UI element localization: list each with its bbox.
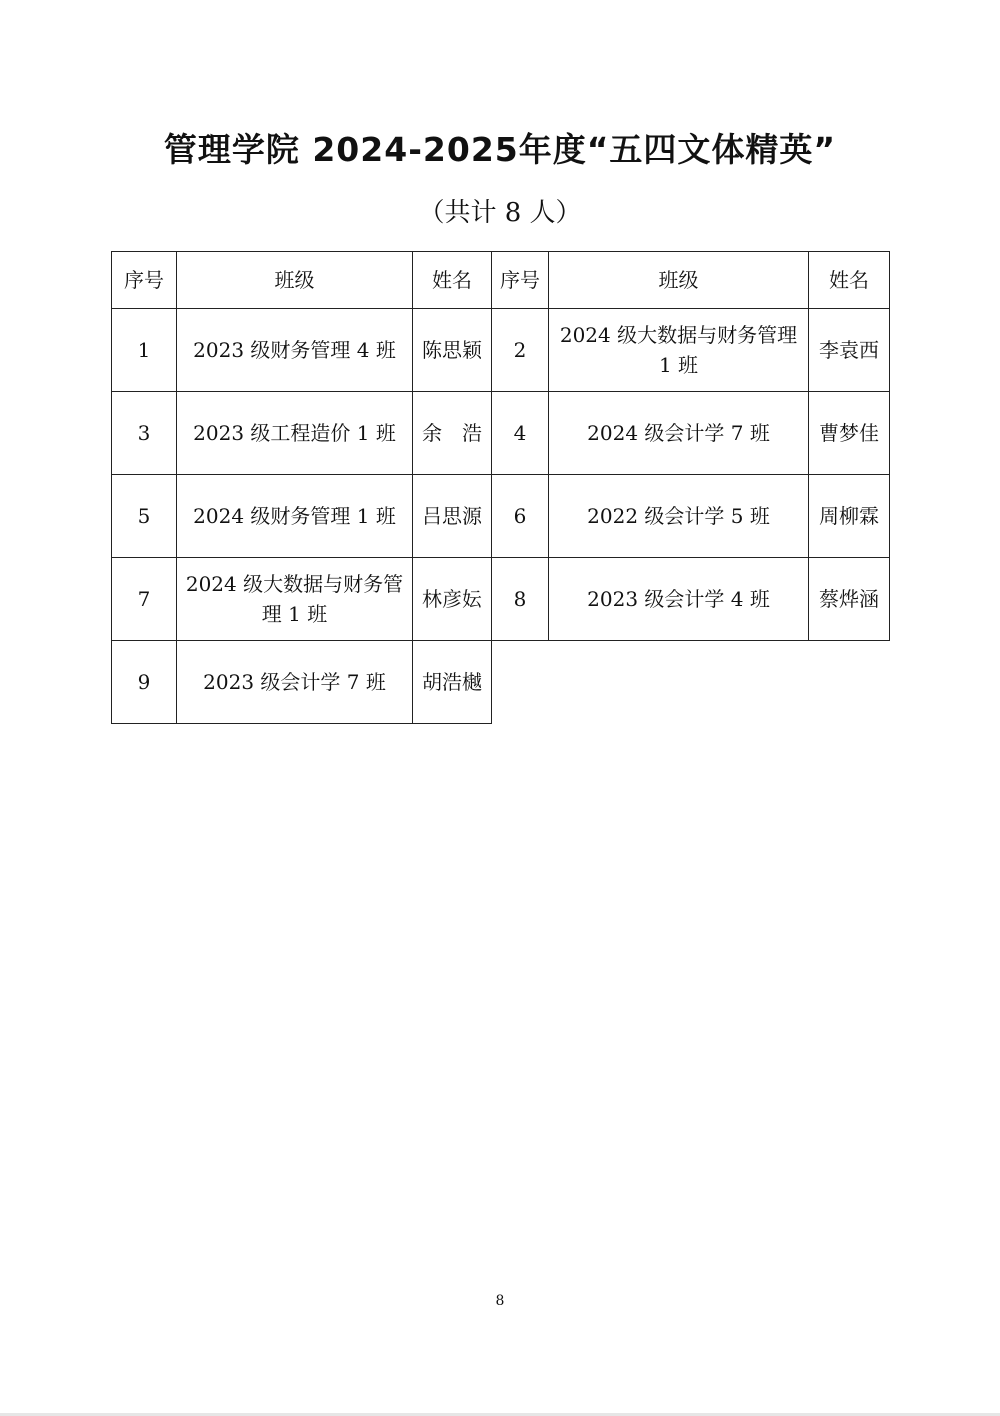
honor-table [111,251,890,724]
table-row [112,475,890,558]
page-number: 8 [495,1293,505,1309]
table-row [112,392,890,475]
header-class-right: 班级 [549,252,809,309]
table-row [112,309,890,392]
page-title: 管理学院 2024-2025年度“五四文体精英” [163,130,837,169]
name-cell: 曹梦佳 [809,392,890,475]
class-cell: 2024 级财务管理 1 班 [177,475,413,558]
seq-cell: 9 [112,641,177,724]
class-cell: 2024 级大数据与财务管理 1 班 [549,309,809,392]
class-cell: 2024 级大数据与财务管理 1 班 [177,558,413,641]
name-cell: 林彦妘 [413,558,492,641]
header-name-left: 姓名 [413,252,492,309]
table-header-row [112,252,890,309]
header-seq-right: 序号 [492,252,549,309]
name-cell: 余 浩 [413,392,492,475]
header-seq-left: 序号 [112,252,177,309]
seq-cell: 2 [492,309,549,392]
name-cell: 周柳霖 [809,475,890,558]
class-cell: 2024 级会计学 7 班 [549,392,809,475]
page-subtitle: （共计 8 人） [418,198,582,228]
seq-cell: 5 [112,475,177,558]
name-cell: 陈思颖 [413,309,492,392]
name-cell: 蔡烨涵 [809,558,890,641]
seq-cell: 8 [492,558,549,641]
class-cell: 2023 级工程造价 1 班 [177,392,413,475]
name-cell: 李袁西 [809,309,890,392]
empty-cell [492,641,890,724]
class-cell: 2023 级会计学 4 班 [549,558,809,641]
header-name-right: 姓名 [809,252,890,309]
class-cell: 2023 级会计学 7 班 [177,641,413,724]
name-cell: 胡浩樾 [413,641,492,724]
table-row [112,558,890,641]
class-cell: 2022 级会计学 5 班 [549,475,809,558]
table-row [112,641,890,724]
header-class-left: 班级 [177,252,413,309]
seq-cell: 4 [492,392,549,475]
seq-cell: 1 [112,309,177,392]
name-cell: 吕思源 [413,475,492,558]
class-cell: 2023 级财务管理 4 班 [177,309,413,392]
seq-cell: 3 [112,392,177,475]
seq-cell: 7 [112,558,177,641]
seq-cell: 6 [492,475,549,558]
